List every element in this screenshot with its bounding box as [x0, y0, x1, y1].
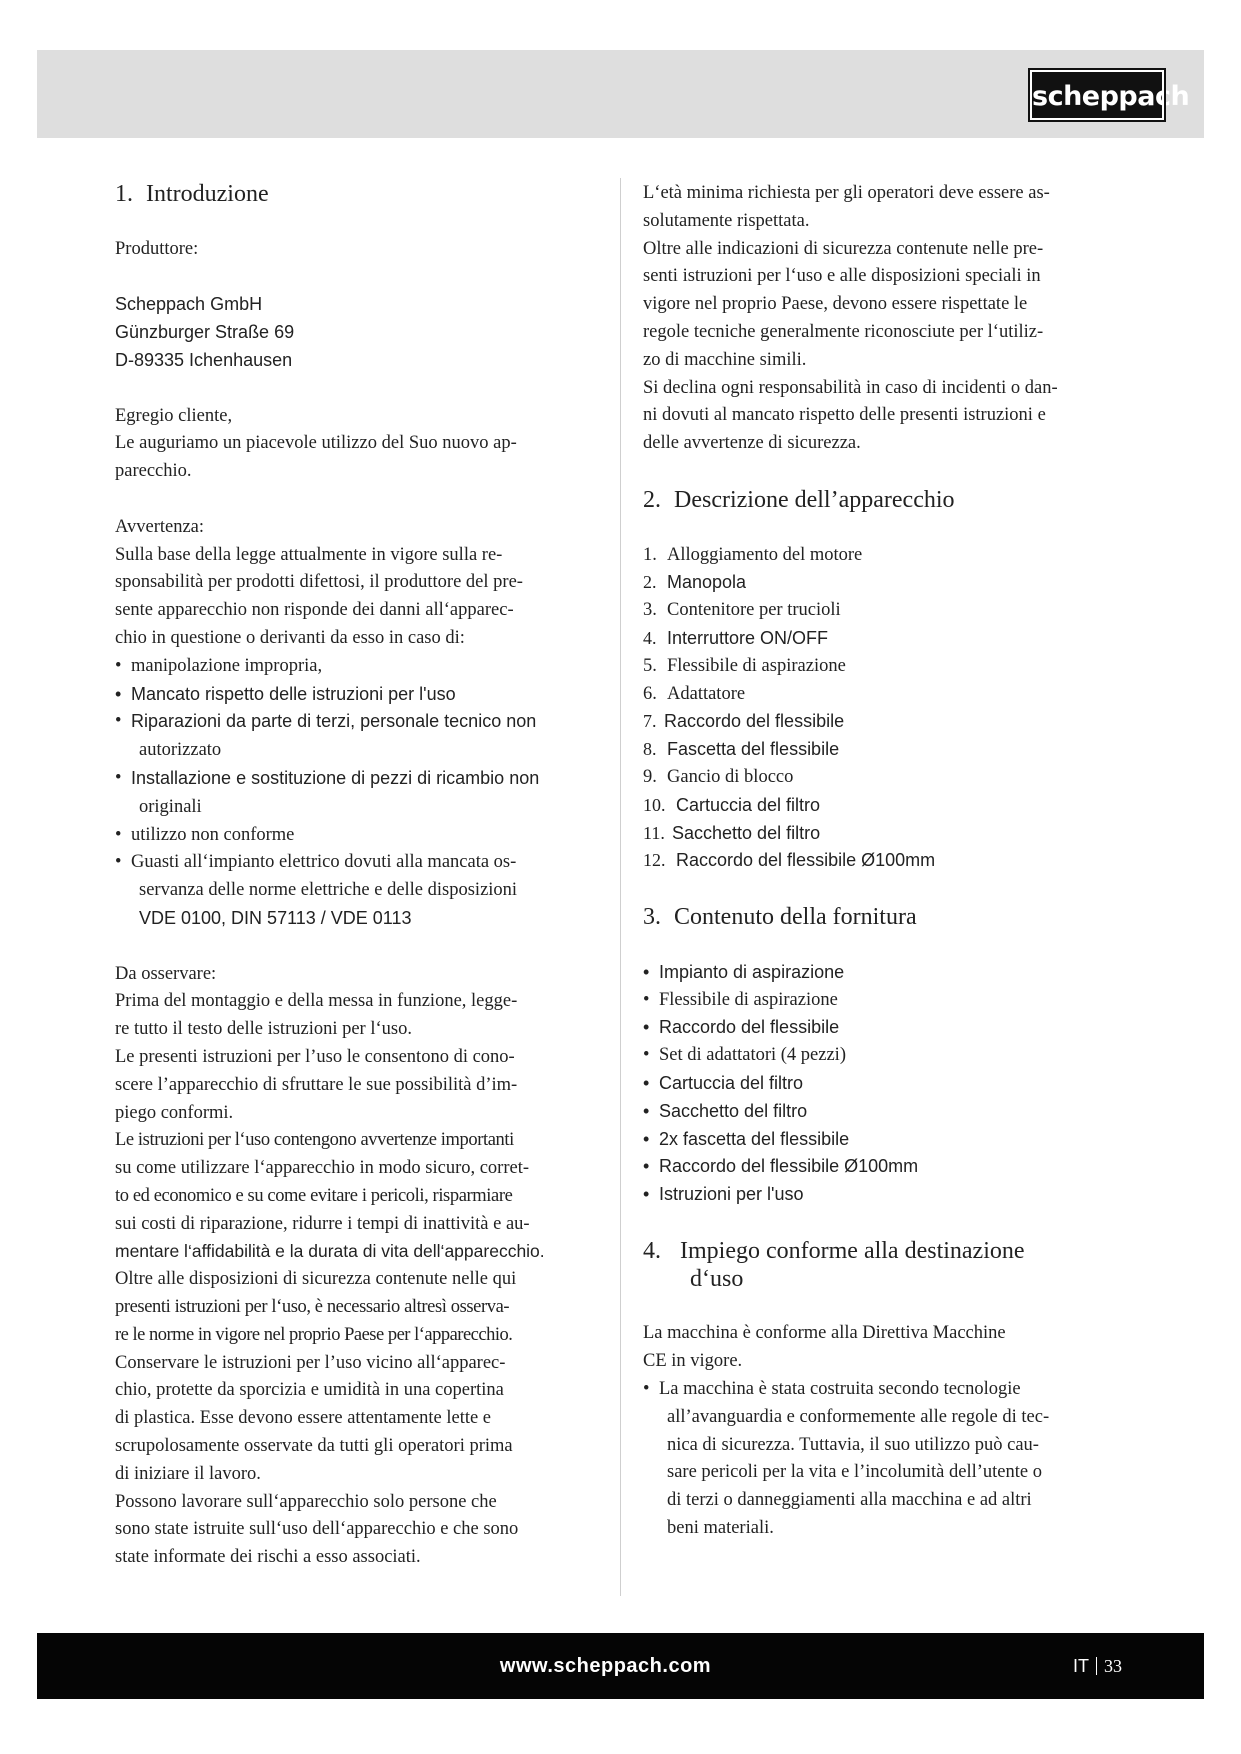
- section-1-heading: [115, 180, 587, 208]
- liability-bullet: • Installazione e sostituzione di pezzi di ricambio non originali: [115, 765, 587, 822]
- section-number: 3.: [643, 903, 661, 930]
- observe-line: re le norme in vigore nel proprio Paese per l‘apparecchio.: [115, 1324, 513, 1345]
- body-line: L‘età minima richiesta per gli operatori deve essere as-: [643, 183, 1050, 203]
- part-item: 10. Cartuccia del filtro: [643, 794, 821, 815]
- part-item: 9. Gancio di blocco: [643, 766, 794, 787]
- supply-item: • Raccordo del flessibile Ø100mm: [643, 1153, 1098, 1181]
- body-line: vigore nel proprio Paese, devono essere rispettate le: [643, 294, 1028, 315]
- supply-item: • Impianto di aspirazione: [643, 959, 1098, 987]
- wish-line: parecchio.: [115, 461, 192, 482]
- supply-item: • Raccordo del flessibile: [643, 1014, 1098, 1042]
- observe-line: state informate dei rischi a esso associati.: [115, 1547, 421, 1568]
- right-column: [643, 180, 1098, 1543]
- observe-line: re tutto il testo delle istruzioni per l‘uso.: [115, 1019, 412, 1040]
- parts-list: [643, 542, 1098, 876]
- separator: [1096, 1657, 1097, 1675]
- warning-line: sente apparecchio non risponde dei danni all‘apparec-: [115, 600, 514, 621]
- liability-bullet: • manipolazione impropria,: [115, 653, 587, 681]
- observe-line: Prima del montaggio e della messa in funzione, legge-: [115, 991, 518, 1012]
- supply-item: • Sacchetto del filtro: [643, 1098, 1098, 1126]
- part-item: 5. Flessibile di aspirazione: [643, 655, 846, 676]
- section-2-heading: [643, 486, 1098, 514]
- observe-line: Possono lavorare sull‘apparecchio solo persone che: [115, 1491, 497, 1512]
- warning-line: chio in questione o derivanti da esso in caso di:: [115, 627, 465, 648]
- section-title: Descrizione dell’apparecchio: [674, 486, 955, 513]
- observe-line: scrupolosamente osservate da tutti gli operatori prima: [115, 1436, 513, 1457]
- body-line: regole tecniche generalmente riconosciute per l‘utiliz-: [643, 321, 1044, 342]
- body-line: zo di macchine simili.: [643, 349, 807, 370]
- section-number: 2.: [643, 486, 661, 513]
- observe-line: sono state istruite sull‘uso dell‘apparecchio e che sono: [115, 1519, 519, 1540]
- observe-line: di iniziare il lavoro.: [115, 1463, 261, 1484]
- producer-label: Produttore:: [115, 238, 199, 259]
- warning-line: Sulla base della legge attualmente in vigore sulla re-: [115, 544, 503, 565]
- section-title: Impiego conforme alla destinazione: [680, 1237, 1025, 1264]
- address-line: Günzburger Straße 69: [115, 322, 295, 343]
- left-column: [115, 180, 587, 1572]
- section-title-continued: d‘uso: [690, 1265, 744, 1292]
- observe-line: su come utilizzare l‘apparecchio in modo sicuro, corret-: [115, 1158, 530, 1179]
- part-item: 7. Raccordo del flessibile: [643, 711, 845, 732]
- liability-bullet: • Mancato rispetto delle istruzioni per l'uso: [115, 681, 587, 709]
- section-title: Contenuto della fornitura: [674, 903, 917, 930]
- observe-line: mentare l‘affidabilità e la durata di vita dell‘apparecchio.: [115, 1241, 545, 1262]
- part-item: 1. Alloggiamento del motore: [643, 544, 863, 565]
- warning-line: sponsabilità per prodotti difettosi, il produttore del pre-: [115, 572, 523, 593]
- observe-line: sui costi di riparazione, ridurre i tempi di inattività e au-: [115, 1213, 530, 1234]
- header-band: [37, 50, 1204, 138]
- body-line: senti istruzioni per l‘uso e alle disposizioni speciali in: [643, 266, 1041, 287]
- observe-line: scere l’apparecchio di sfruttare le sue possibilità d’im-: [115, 1074, 518, 1095]
- address-line: D-89335 Ichenhausen: [115, 349, 293, 370]
- website-link[interactable]: www.scheppach.com: [499, 1655, 712, 1677]
- body-line: Si declina ogni responsabilità in caso di incidenti o dan-: [643, 377, 1058, 398]
- body-line: delle avvertenze di sicurezza.: [643, 433, 861, 454]
- observe-line: Le presenti istruzioni per l’uso le consentono di cono-: [115, 1046, 515, 1067]
- part-item: 8. Fascetta del flessibile: [643, 739, 840, 760]
- section-4-heading: [643, 1237, 1098, 1293]
- page-number: 33: [1104, 1656, 1122, 1676]
- part-item: 2. Manopola: [643, 572, 747, 593]
- observe-line: Le istruzioni per l‘uso contengono avvertenze importanti: [115, 1130, 514, 1151]
- scheppach-logo: scheppach: [1030, 70, 1164, 120]
- body-line: solutamente rispettata.: [643, 210, 810, 231]
- observe-label: Da osservare:: [115, 963, 217, 984]
- liability-bullet: • Guasti all‘impianto elettrico dovuti alla mancata os- servanza delle norme elettriche e delle disposizioni VDE 0100, DIN 57113 / VDE 0113: [115, 849, 587, 932]
- section-3-heading: [643, 903, 1098, 931]
- supply-item: • Cartuccia del filtro: [643, 1070, 1098, 1098]
- part-item: 11. Sacchetto del filtro: [643, 822, 821, 843]
- page-indicator: [1073, 1633, 1122, 1699]
- language-code: IT: [1073, 1656, 1089, 1676]
- observe-line: Conservare le istruzioni per l’uso vicino all‘apparec-: [115, 1352, 506, 1373]
- observe-line: di plastica. Esse devono essere attentamente lette e: [115, 1408, 492, 1429]
- supply-item: • Flessibile di aspirazione: [643, 987, 1098, 1015]
- use-bullet: • La macchina è stata costruita secondo tecnologie all’avanguardia e conformemente alle regole di tec- nica di sicurezza. Tuttavia, il suo utilizzo può cau- sare pericoli per la vita e l’incolumità dell’utente o di terzi o danneggiamenti alla macchina e ad altri beni materiali.: [643, 1376, 1098, 1543]
- section-number: 4.: [643, 1237, 661, 1264]
- column-divider: [620, 178, 621, 1596]
- supply-item: • Istruzioni per l'uso: [643, 1181, 1098, 1209]
- section-title: Introduzione: [146, 181, 269, 207]
- observe-line: Oltre alle disposizioni di sicurezza contenute nelle qui: [115, 1269, 517, 1290]
- body-line: Oltre alle indicazioni di sicurezza contenute nelle pre-: [643, 238, 1044, 259]
- footer-band: [37, 1633, 1204, 1699]
- observe-line: piego conformi.: [115, 1102, 234, 1123]
- observe-line: presenti istruzioni per l‘uso, è necessario altresì osserva-: [115, 1297, 510, 1318]
- warning-label: Avvertenza:: [115, 516, 205, 537]
- observe-line: to ed economico e su come evitare i pericoli, risparmiare: [115, 1185, 513, 1206]
- part-item: 12. Raccordo del flessibile Ø100mm: [643, 850, 936, 871]
- liability-bullet: • utilizzo non conforme: [115, 822, 587, 850]
- body-line: ni dovuti al mancato rispetto delle presenti istruzioni e: [643, 405, 1046, 426]
- supply-item: • Set di adattatori (4 pezzi): [643, 1042, 1098, 1070]
- liability-bullet: • Riparazioni da parte di terzi, personale tecnico non autorizzato: [115, 708, 587, 765]
- part-item: 4. Interruttore ON/OFF: [643, 627, 829, 648]
- wish-line: Le auguriamo un piacevole utilizzo del Suo nuovo ap-: [115, 433, 517, 454]
- greeting: Egregio cliente,: [115, 405, 233, 426]
- body-line: CE in vigore.: [643, 1351, 743, 1372]
- supply-item: • 2x fascetta del flessibile: [643, 1126, 1098, 1154]
- section-number: 1.: [115, 181, 133, 207]
- part-item: 6. Adattatore: [643, 683, 746, 704]
- address-line: Scheppach GmbH: [115, 294, 263, 315]
- observe-line: chio, protette da sporcizia e umidità in una copertina: [115, 1380, 504, 1401]
- part-item: 3. Contenitore per trucioli: [643, 600, 841, 621]
- body-line: La macchina è conforme alla Direttiva Macchine: [643, 1323, 1006, 1344]
